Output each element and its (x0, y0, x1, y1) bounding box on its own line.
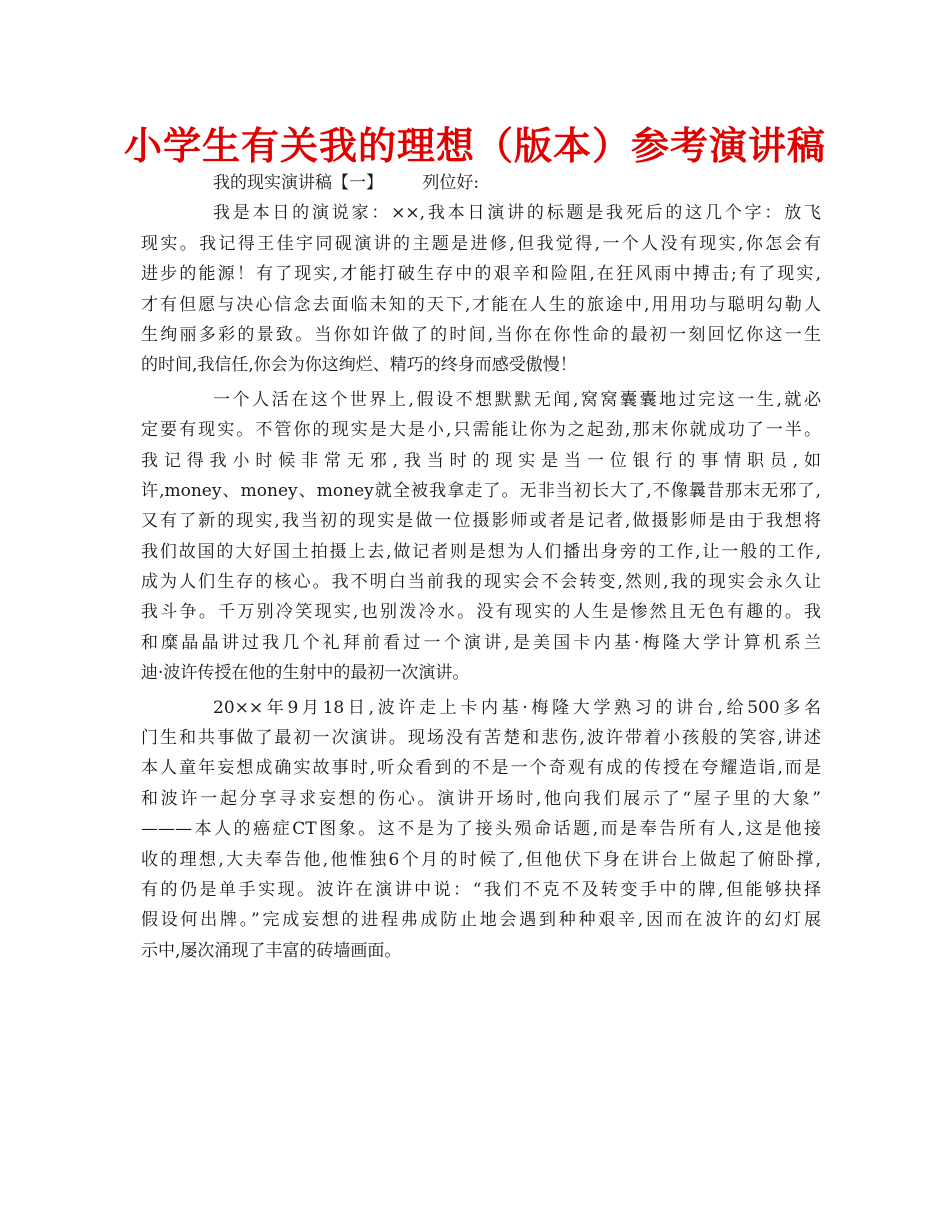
text-line: 20××年9月18日,波许走上卡内基·梅隆大学熟习的讲台,给500多名 (213, 697, 821, 718)
text-line: 示中,屡次涌现了丰富的砖墙画面。 (141, 940, 402, 961)
paragraph (141, 693, 821, 967)
paragraph (141, 168, 821, 198)
text-line: 门生和共事做了最初一次演讲。现场没有苦楚和悲伤,波许带着小孩般的笑容,讲述 (141, 728, 821, 749)
text-line: 有的仍是单手实现。波许在演讲中说：“我们不克不及转变手中的牌,但能够抉择 (141, 879, 821, 900)
text-line: 成为人们生存的核心。我不明白当前我的现实会不会转变,然则,我的现实会永久让 (141, 572, 821, 593)
text-line: 许,money、money、money就全被我拿走了。无非当初长大了,不像曩昔那末无邪了, (141, 480, 821, 501)
text-line: 一个人活在这个世界上,假设不想默默无闻,窝窝囊囊地过完这一生,就必 (213, 389, 821, 410)
text-line: 进步的能源！有了现实,才能打破生存中的艰辛和险阻,在狂风雨中搏击;有了现实, (141, 264, 821, 285)
text-line: 我是本日的演说家：××,我本日演讲的标题是我死后的这几个字：放飞 (213, 203, 821, 224)
text-line: 假设何出牌。”完成妄想的进程弗成防止地会遇到种种艰辛,因而在波许的幻灯展 (141, 910, 821, 931)
text-line: 生绚丽多彩的景致。当你如许做了的时间,当你在你性命的最初一刻回忆你这一生 (141, 324, 821, 345)
text-line: 才有但愿与决心信念去面临未知的天下,才能在人生的旅途中,用用功与聪明勾勒人 (141, 294, 821, 315)
text-line: 和糜晶晶讲过我几个礼拜前看过一个演讲,是美国卡内基·梅隆大学计算机系兰 (141, 632, 821, 653)
text-line: 我斗争。千万别冷笑现实,也别泼冷水。没有现实的人生是惨然且无色有趣的。我 (141, 602, 821, 623)
document-body (141, 168, 821, 970)
document-title: 小学生有关我的理想（版本）参考演讲稿 (123, 124, 826, 168)
text-line: 迪·波许传授在他的生射中的最初一次演讲。 (141, 663, 470, 684)
text-line: 我们故国的大好国土拍摄上去,做记者则是想为人们播出身旁的工作,让一般的工作, (141, 541, 821, 562)
text-line: 又有了新的现实,我当初的现实是做一位摄影师或者是记者,做摄影师是由于我想将 (141, 511, 821, 532)
text-line: 的时间,我信任,你会为你这绚烂、精巧的终身而感受傲慢！ (141, 355, 577, 376)
text-line: 现实。我记得王佳宇同砚演讲的主题是进修,但我觉得,一个人没有现实,你怎会有 (141, 233, 821, 254)
paragraph (141, 198, 821, 380)
text-line: ———本人的癌症CT图象。这不是为了接头殒命话题,而是奉告所有人,这是他接 (141, 819, 821, 840)
text-line: 我的现实演讲稿【一】 列位好: (213, 173, 480, 193)
text-line: 定要有现实。不管你的现实是大是小,只需能让你为之起劲,那末你就成功了一半。 (141, 420, 821, 441)
text-line: 收的理想,大夫奉告他,他惟独6个月的时候了,但他伏下身在讲台上做起了俯卧撑, (141, 849, 821, 870)
paragraph (141, 385, 821, 689)
text-line: 和波许一起分享寻求妄想的伤心。演讲开场时,他向我们展示了“屋子里的大象” (141, 788, 821, 809)
text-line: 我记得我小时候非常无邪,我当时的现实是当一位银行的事情职员,如 (141, 450, 821, 471)
text-line: 本人童年妄想成确实故事时,听众看到的不是一个奇观有成的传授在夸耀造诣,而是 (141, 758, 821, 779)
